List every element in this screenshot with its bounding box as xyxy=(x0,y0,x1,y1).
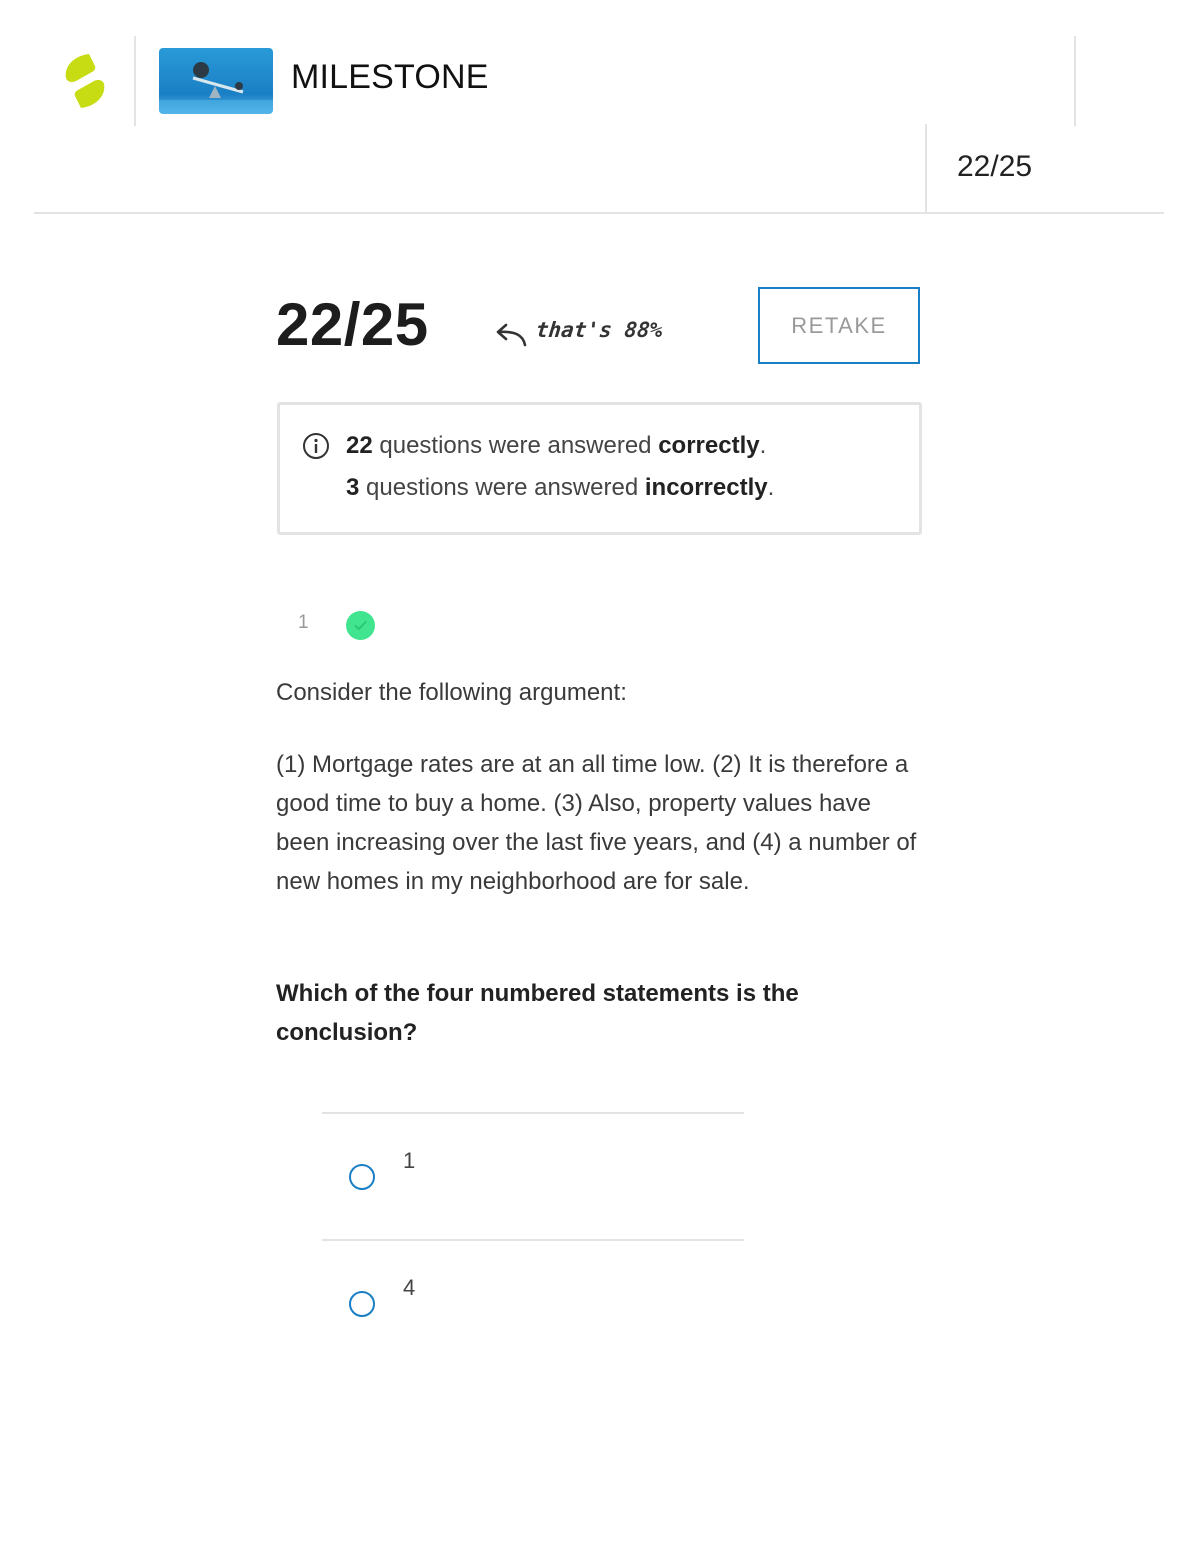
question-prompt: Which of the four numbered statements is the conclusion? xyxy=(276,980,799,1046)
period: . xyxy=(759,432,767,459)
header-score: 22/25 xyxy=(957,150,1033,183)
option-label: 1 xyxy=(403,1148,416,1173)
question-argument: (1) Mortgage rates are at an all time low. (2) It is therefore a good time to buy a home. (3) Also, property values have been increasing over the last five years, and (4) a number of new homes in my neighborhood are for sale. xyxy=(276,751,917,895)
period: . xyxy=(767,474,775,501)
score-divider xyxy=(925,124,927,214)
final-score: 22/25 xyxy=(276,291,429,358)
correct-text: questions were answered xyxy=(372,432,659,459)
option-divider xyxy=(322,1239,744,1241)
percent-note: that's 88% xyxy=(534,318,664,342)
question-number: 1 xyxy=(298,612,309,633)
retake-button[interactable]: RETAKE xyxy=(758,287,920,364)
correct-check-icon xyxy=(346,611,375,640)
correct-word: correctly xyxy=(658,432,760,459)
brand-logo-icon[interactable] xyxy=(62,52,108,110)
option-divider xyxy=(322,1112,744,1114)
option-label: 4 xyxy=(403,1275,416,1300)
header-divider xyxy=(1074,36,1076,126)
info-icon xyxy=(302,432,330,460)
incorrect-text: questions were answered xyxy=(359,474,645,501)
correct-summary xyxy=(346,432,766,460)
course-thumbnail xyxy=(159,48,273,114)
question-intro: Consider the following argument: xyxy=(276,679,627,706)
course-title: MILESTONE xyxy=(291,58,489,96)
results-info-box xyxy=(277,402,922,535)
option-radio[interactable] xyxy=(349,1291,375,1317)
incorrect-count: 3 xyxy=(346,474,360,501)
curved-arrow-icon xyxy=(493,319,529,349)
incorrect-word: incorrectly xyxy=(644,474,768,501)
option-radio[interactable] xyxy=(349,1164,375,1190)
incorrect-summary xyxy=(346,474,774,502)
correct-count: 22 xyxy=(346,432,373,459)
header-rule xyxy=(34,212,1164,214)
header-divider xyxy=(134,36,136,126)
